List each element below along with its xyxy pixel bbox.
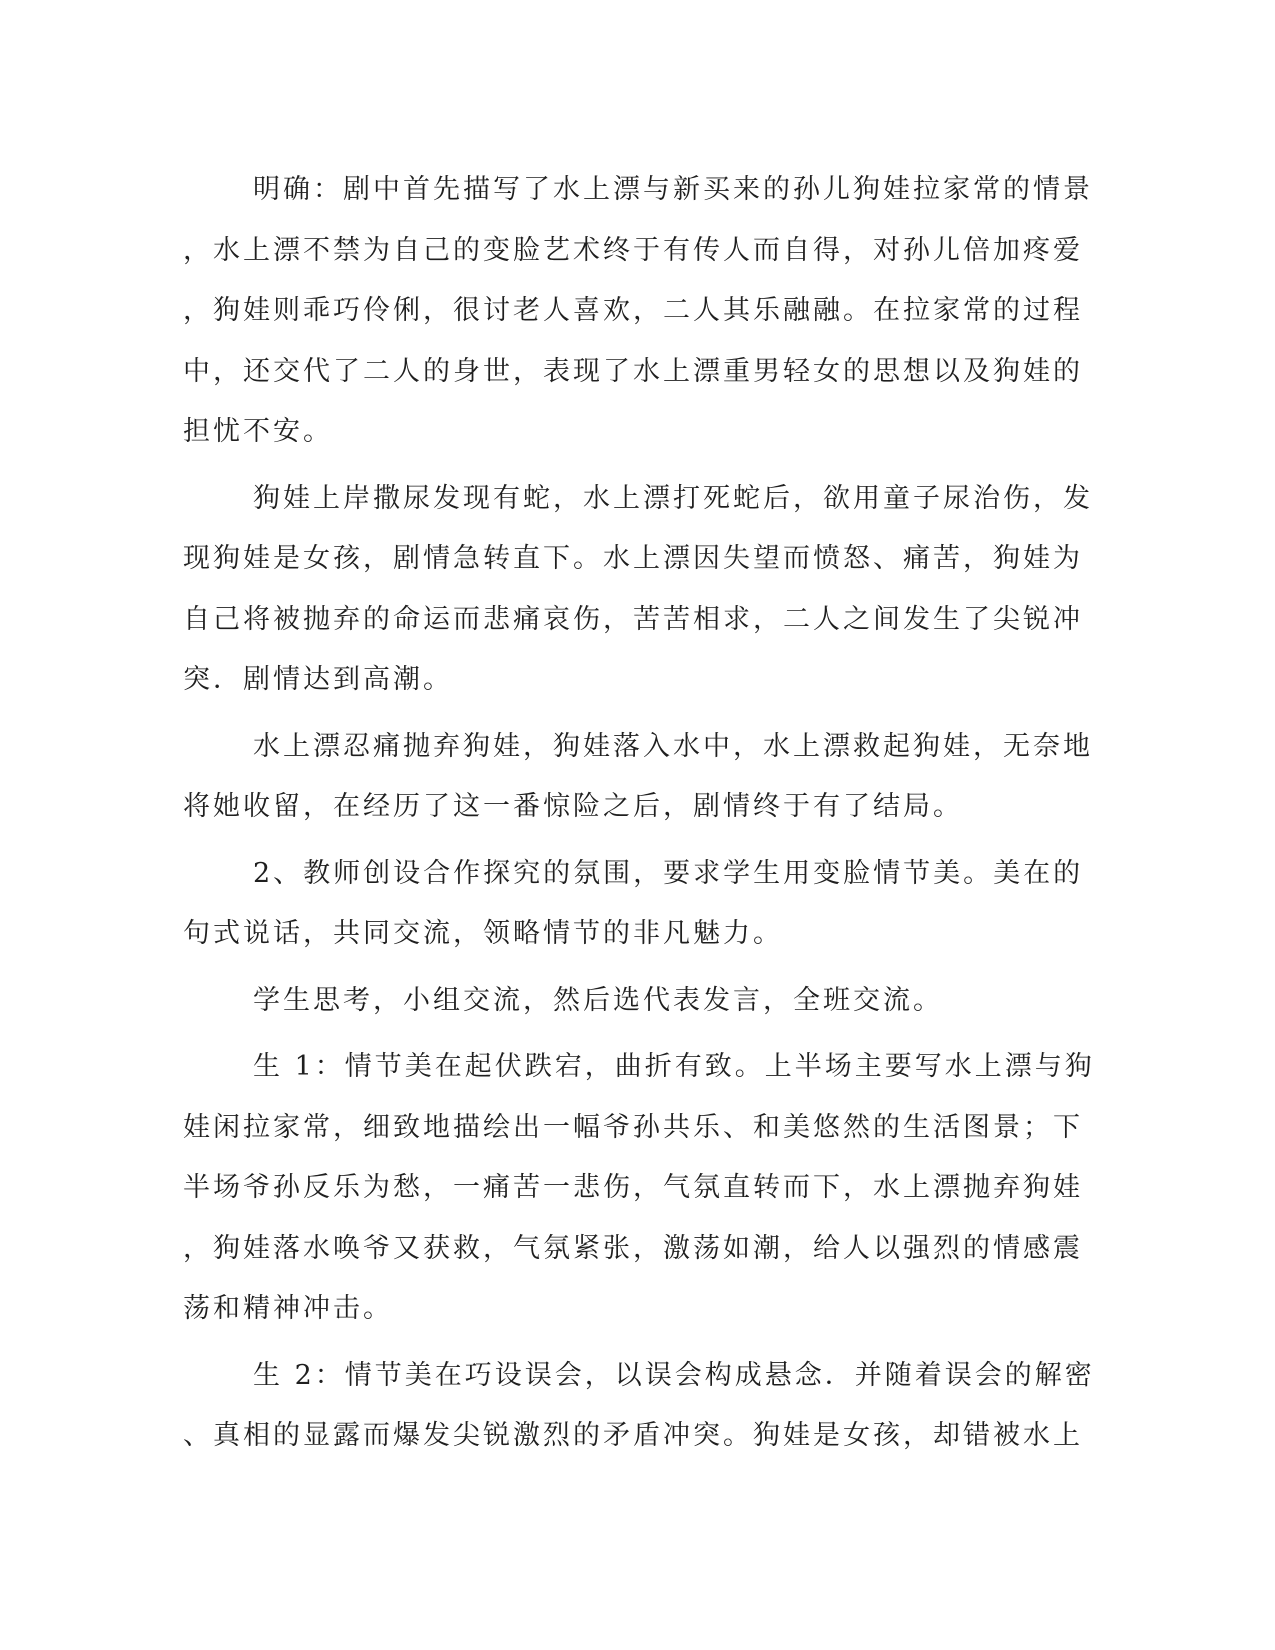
- paragraph-4: [183, 844, 1084, 965]
- paragraph-7: [183, 1346, 1095, 1467]
- text-line: ，水上漂不禁为自己的变脸艺术终于有传人而自得，对孙儿倍加疼爱: [183, 234, 1083, 266]
- paragraph-5: [183, 971, 1043, 1032]
- paragraph-1: [183, 160, 1093, 463]
- text-line: 2、教师创设合作探究的氛围，要求学生用变脸情节美。美在的: [253, 857, 1084, 889]
- text-line: 突．剧情达到高潮。: [183, 664, 453, 695]
- text-line: 荡和精神冲击。: [183, 1293, 393, 1324]
- paragraph-6: [183, 1037, 1095, 1340]
- text-line: 中，还交代了二人的身世，表现了水上漂重男轻女的思想以及狗娃的: [183, 355, 1083, 387]
- text-line: 自己将被抛弃的命运而悲痛哀伤，苦苦相求，二人之间发生了尖锐冲: [183, 603, 1083, 635]
- text-line: ，狗娃则乖巧伶俐，很讨老人喜欢，二人其乐融融。在拉家常的过程: [183, 295, 1083, 326]
- text-line: 半场爷孙反乐为愁，一痛苦一悲伤，气氛直转而下，水上漂抛弃狗娃: [183, 1172, 1083, 1203]
- text-line: 狗娃上岸撒尿发现有蛇，水上漂打死蛇后，欲用童子尿治伤，发: [253, 482, 1093, 514]
- text-line: ，狗娃落水唤爷又获救，气氛紧张，激荡如潮，给人以强烈的情感震: [183, 1232, 1083, 1264]
- text-line: 担忧不安。: [183, 416, 333, 447]
- paragraph-2: [183, 469, 1093, 711]
- text-line: 学生思考，小组交流，然后选代表发言，全班交流。: [253, 984, 943, 1016]
- document-body: [183, 160, 1095, 1467]
- text-line: 水上漂忍痛抛弃狗娃，狗娃落入水中，水上漂救起狗娃，无奈地: [253, 730, 1093, 762]
- text-line: 娃闲拉家常，细致地描绘出一幅爷孙共乐、和美悠然的生活图景；下: [183, 1111, 1083, 1143]
- text-line: 生 1：情节美在起伏跌宕，曲折有致。上半场主要写水上漂与狗: [253, 1051, 1095, 1082]
- text-line: 生 2：情节美在巧设误会，以误会构成悬念．并随着误会的解密: [253, 1359, 1095, 1391]
- paragraph-3: [183, 717, 1093, 838]
- text-line: 明确：剧中首先描写了水上漂与新买来的孙儿狗娃拉家常的情景: [253, 174, 1093, 205]
- text-line: 将她收留，在经历了这一番惊险之后，剧情终于有了结局。: [183, 791, 963, 822]
- text-line: 句式说话，共同交流，领略情节的非凡魅力。: [183, 918, 783, 949]
- text-line: 、真相的显露而爆发尖锐激烈的矛盾冲突。狗娃是女孩，却错被水上: [183, 1420, 1083, 1451]
- text-line: 现狗娃是女孩，剧情急转直下。水上漂因失望而愤怒、痛苦，狗娃为: [183, 543, 1083, 574]
